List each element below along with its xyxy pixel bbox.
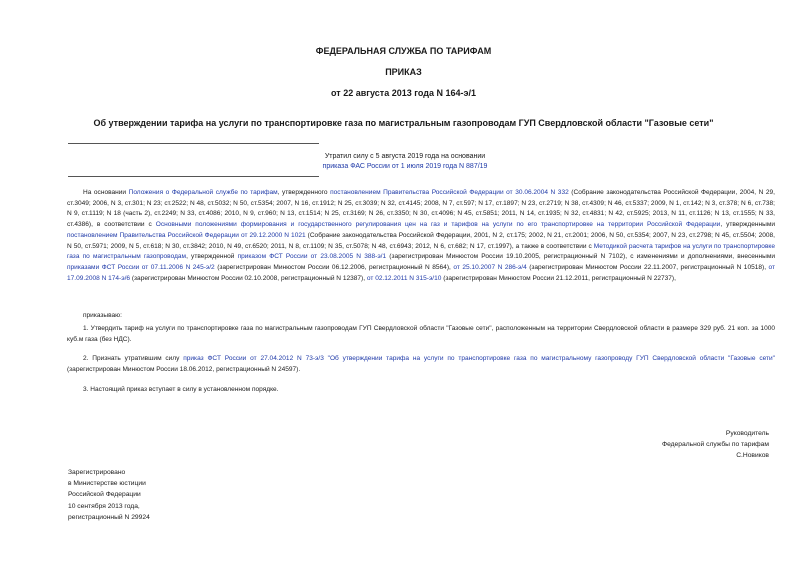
item-2-text: 2. Признать утратившим силу (83, 355, 184, 362)
doc-date-number: от 22 августа 2013 года N 164-э/1 (331, 88, 476, 98)
order-item-2 (67, 354, 775, 375)
preamble-text: (зарегистрирован Минюстом России 21.12.2011, регистрационный N 22737), (441, 274, 676, 282)
registration-date: 10 сентября 2013 года, (68, 502, 140, 510)
preamble-paragraph (67, 188, 775, 284)
separator-top (68, 143, 319, 144)
preamble-text: (Собрание законодательства Российской Федерации, 2001, N 2, ст.175; 2002, N 21, ст.2001; 2006, N 50, ст.5354; 2007, N 23, ст.2798; N 45, ст.5504; 2008, N 50, ст.5971; 2009, N 5, ст.618; N 30, ст.3842; 2010, N 49, ст.6520; 2011, N 8, ст.1109; N 35, ст.5078; N 48, ст.6943; 2012, N 6, ст.682; N 17, ст.1997), а также в соответствии с (67, 231, 775, 250)
link-order-286[interactable]: от 25.10.2007 N 286-э/4 (453, 263, 527, 271)
order-item-1: 1. Утвердить тариф на услуги по транспортировке газа по магистральным газопроводам ГУП Свердловской области "Газовые сети", расположенным на территории Свердловской области в размере 329 руб. 21 коп. за 1000 куб.м газа (без НДС). (67, 325, 775, 343)
order-item-3: 3. Настоящий приказ вступает в силу в установленном порядке. (83, 386, 279, 393)
preamble-text: , утвержденными (720, 221, 775, 229)
preamble-text: (Собрание законодательства Российской Федерации, 2004, N 29, ст.3049; 2006, N 3, ст.301; N 23; ст.2522; N 48, ст.5032; N 50, ст.5354; 2007, N 16, ст.1912; N 25, ст.3039; N 32, ст.4145; 2008, N 7, ст.597; N 17, ст.1897; N 23, ст.2719; N 38, ст.4309; N 46, ст.5337; 2009, N 1, ст.142; N 3, ст.378; N 6, ст.738; N 9, ст.1119; N 18 (часть 2), ст.2249; N 33, ст.4086; 2010, N 9, ст.960; N 13, ст.1514; N 25, ст.3169; N 26, ст.3350; N 30, ст.4096; N 45, ст.5851; 2011, N 14, ст.1935; N 32, ст.4831; N 42, ст.5925; 2013, N 11, ст.1126; N 13, ст.1555; N 33, ст.4386), в соответствии с (67, 189, 776, 229)
link-order-388[interactable]: приказом ФСТ России от 23.08.2005 N 388-э/1 (237, 253, 387, 261)
link-order-174[interactable]: от 17.09.2008 N 174-э/6 (67, 263, 776, 282)
registration-line: в Министерстве юстиции (68, 480, 146, 488)
preamble-text: (зарегистрирован Минюстом России 02.10.2008, регистрационный N 12387), (130, 274, 367, 282)
registration-line: Зарегистрировано (68, 469, 126, 476)
link-order-73[interactable]: приказ ФСТ России от 27.04.2012 N 73-э/3 "Об утверждении тарифа на услуги по транспортировке газа по магистральному газопроводу ГУП Свердловской области "Газовые сети" (183, 355, 775, 362)
order-word: приказываю: (83, 312, 122, 319)
link-fst-regulation[interactable]: Положения о Федеральной службе по тарифам (128, 189, 278, 196)
signature-agency: Федеральной службы по тарифам (662, 441, 769, 448)
page-title: Об утверждении тарифа на услуги по транспортировке газа по магистральным газопроводам ГУП Свердловской области "Газовые сети" (93, 118, 714, 128)
link-gov-decree-332[interactable]: постановлением Правительства Российской Федерации от 30.06.2004 N 332 (330, 189, 569, 196)
preamble-text: На основании (83, 189, 129, 196)
preamble-text: , утвержденной (186, 253, 238, 261)
signature-name: С.Новиков (736, 452, 769, 459)
signature-block (549, 428, 769, 461)
registration-block (68, 467, 268, 523)
status-note (290, 152, 520, 172)
preamble-text: (зарегистрирован Минюстом России 19.10.2005, регистрационный N 7102), с изменениями и дополнениями, внесенными (386, 253, 775, 261)
preamble-text: (зарегистрирован Минюстом России 06.12.2006, регистрационный N 8564), (214, 263, 454, 271)
separator-bottom (68, 176, 319, 177)
signature-position: Руководитель (725, 430, 769, 437)
status-note-text: Утратил силу с 5 августа 2019 года на основании (324, 153, 486, 160)
preamble-text: , утвержденного (277, 189, 331, 196)
registration-line: Российской Федерации (68, 491, 141, 499)
link-order-245[interactable]: приказами ФСТ России от 07.11.2006 N 245-э/2 (67, 263, 215, 271)
link-gov-decree-1021[interactable]: постановлением Правительства Российской Федерации от 29.12.2000 N 1021 (67, 231, 306, 239)
registration-number: регистрационный N 29924 (68, 513, 150, 521)
link-basic-provisions[interactable]: Основными положениями формирования и государственного регулирования цен на газ и тарифов на услуги по его транспортировке на территории Российской Федерации (155, 221, 721, 229)
preamble-text: (зарегистрирован Минюстом России 22.11.2007, регистрационный N 10518), (526, 263, 769, 271)
link-order-315[interactable]: от 02.12.2011 N 315-э/10 (366, 274, 442, 282)
status-note-link[interactable]: приказа ФАС России от 1 июля 2019 года N 887/19 (322, 163, 488, 170)
doc-type-heading: ПРИКАЗ (385, 67, 422, 77)
item-2-text: (зарегистрирован Минюстом России 18.06.2012, регистрационный N 24597). (67, 365, 301, 373)
link-tariff-methodology[interactable]: Методикой расчета тарифов на услуги по транспортировке газа по магистральным газопроводам (67, 242, 776, 261)
agency-heading: ФЕДЕРАЛЬНАЯ СЛУЖБА ПО ТАРИФАМ (315, 46, 492, 56)
